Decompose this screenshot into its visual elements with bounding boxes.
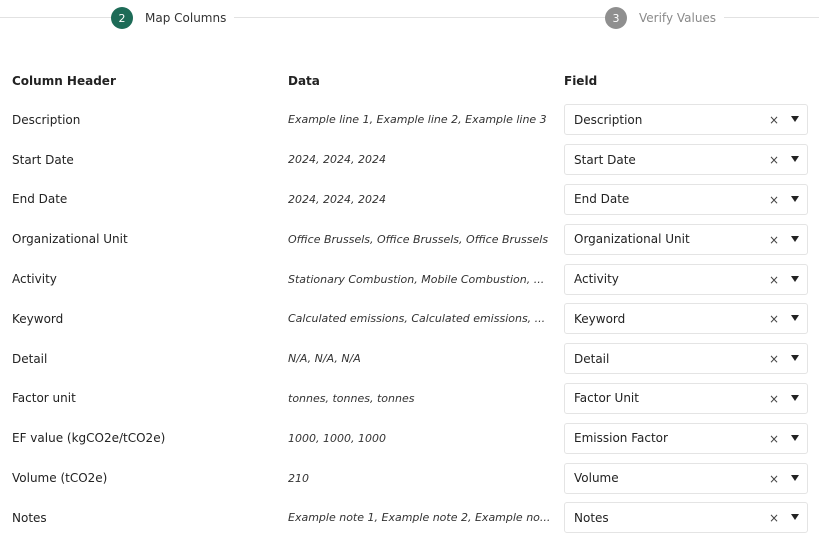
table-row <box>0 379 819 419</box>
data-preview-cell: Calculated emissions, Calculated emissions, ... <box>288 312 546 326</box>
step-verify-values[interactable] <box>605 7 724 29</box>
step-label: Verify Values <box>639 11 717 25</box>
chevron-down-icon[interactable] <box>791 355 799 361</box>
field-select-value: Notes <box>574 510 609 525</box>
field-select-value: End Date <box>574 192 630 207</box>
data-preview-cell: Office Brussels, Office Brussels, Office Brussels <box>288 232 549 246</box>
clear-icon[interactable]: × <box>768 192 779 207</box>
field-select-value: Factor Unit <box>574 391 639 406</box>
chevron-down-icon[interactable] <box>791 435 799 441</box>
clear-icon[interactable]: × <box>768 272 779 287</box>
clear-icon[interactable]: × <box>768 471 779 486</box>
field-select[interactable] <box>564 264 808 295</box>
data-preview-cell: Example line 1, Example line 2, Example line 3 <box>288 113 547 127</box>
column-mapping-table <box>0 62 819 538</box>
field-select[interactable] <box>564 423 808 454</box>
step-map-columns[interactable] <box>111 7 234 29</box>
column-header-cell: Factor unit <box>12 391 76 406</box>
field-select[interactable] <box>564 104 808 135</box>
step-divider-right <box>712 17 819 18</box>
column-header-cell: Keyword <box>12 311 64 326</box>
table-row <box>0 180 819 220</box>
step-label: Map Columns <box>145 11 227 25</box>
field-cell <box>564 259 808 299</box>
field-select[interactable] <box>564 184 808 215</box>
column-header-cell: Detail <box>12 351 48 366</box>
stepper <box>0 0 819 36</box>
field-cell <box>564 219 808 259</box>
column-header-cell: EF value (kgCO2e/tCO2e) <box>12 431 166 446</box>
clear-icon[interactable]: × <box>768 232 779 247</box>
chevron-down-icon[interactable] <box>791 236 799 242</box>
table-row <box>0 418 819 458</box>
clear-icon[interactable]: × <box>768 113 779 128</box>
column-header-cell: Start Date <box>12 152 74 167</box>
field-cell <box>564 100 808 140</box>
data-preview-cell: 2024, 2024, 2024 <box>288 153 386 167</box>
chevron-down-icon[interactable] <box>791 156 799 162</box>
table-row <box>0 140 819 180</box>
field-select-value: Description <box>574 112 643 127</box>
step-divider-middle <box>220 17 610 18</box>
field-select-value: Keyword <box>574 311 626 326</box>
data-preview-cell: 2024, 2024, 2024 <box>288 192 386 206</box>
table-row <box>0 259 819 299</box>
data-preview-cell: 1000, 1000, 1000 <box>288 431 386 445</box>
field-select-value: Organizational Unit <box>574 232 690 247</box>
data-preview-cell: Example note 1, Example note 2, Example no... <box>288 511 551 525</box>
field-select[interactable] <box>564 343 808 374</box>
clear-icon[interactable]: × <box>768 312 779 327</box>
field-select[interactable] <box>564 144 808 175</box>
column-header-cell: Organizational Unit <box>12 232 128 247</box>
data-preview-cell: 210 <box>288 471 309 485</box>
data-preview-cell: Stationary Combustion, Mobile Combustion, ... <box>288 272 545 286</box>
field-select-value: Activity <box>574 272 619 287</box>
field-cell <box>564 379 808 419</box>
column-header-cell: Notes <box>12 510 47 525</box>
header-data: Data <box>288 74 320 88</box>
column-header-cell: Activity <box>12 272 57 287</box>
clear-icon[interactable]: × <box>768 153 779 168</box>
chevron-down-icon[interactable] <box>791 315 799 321</box>
field-cell <box>564 140 808 180</box>
field-select[interactable] <box>564 303 808 334</box>
field-select-value: Emission Factor <box>574 431 668 446</box>
chevron-down-icon[interactable] <box>791 514 799 520</box>
field-cell <box>564 299 808 339</box>
header-field: Field <box>564 74 598 88</box>
field-select-value: Detail <box>574 351 610 366</box>
field-select[interactable] <box>564 502 808 533</box>
table-row <box>0 339 819 379</box>
step-number-badge: 2 <box>111 7 133 29</box>
step-number-badge: 3 <box>605 7 627 29</box>
table-row <box>0 299 819 339</box>
table-header-row <box>0 62 819 100</box>
chevron-down-icon[interactable] <box>791 276 799 282</box>
chevron-down-icon[interactable] <box>791 395 799 401</box>
clear-icon[interactable]: × <box>768 511 779 526</box>
data-preview-cell: N/A, N/A, N/A <box>288 352 361 366</box>
field-select-value: Start Date <box>574 152 636 167</box>
step-divider-left <box>0 17 120 18</box>
column-header-cell: Description <box>12 112 81 127</box>
field-select[interactable] <box>564 224 808 255</box>
table-row <box>0 219 819 259</box>
chevron-down-icon[interactable] <box>791 475 799 481</box>
chevron-down-icon[interactable] <box>791 116 799 122</box>
column-header-cell: End Date <box>12 192 68 207</box>
clear-icon[interactable]: × <box>768 431 779 446</box>
table-row <box>0 498 819 538</box>
field-select[interactable] <box>564 463 808 494</box>
field-cell <box>564 458 808 498</box>
field-cell <box>564 498 808 538</box>
column-header-cell: Volume (tCO2e) <box>12 471 108 486</box>
table-row <box>0 100 819 140</box>
chevron-down-icon[interactable] <box>791 196 799 202</box>
field-cell <box>564 339 808 379</box>
field-select-value: Volume <box>574 471 619 486</box>
data-preview-cell: tonnes, tonnes, tonnes <box>288 391 415 405</box>
clear-icon[interactable]: × <box>768 391 779 406</box>
clear-icon[interactable]: × <box>768 352 779 367</box>
field-cell <box>564 180 808 220</box>
field-cell <box>564 418 808 458</box>
field-select[interactable] <box>564 383 808 414</box>
table-row <box>0 458 819 498</box>
header-column-header: Column Header <box>12 74 116 88</box>
